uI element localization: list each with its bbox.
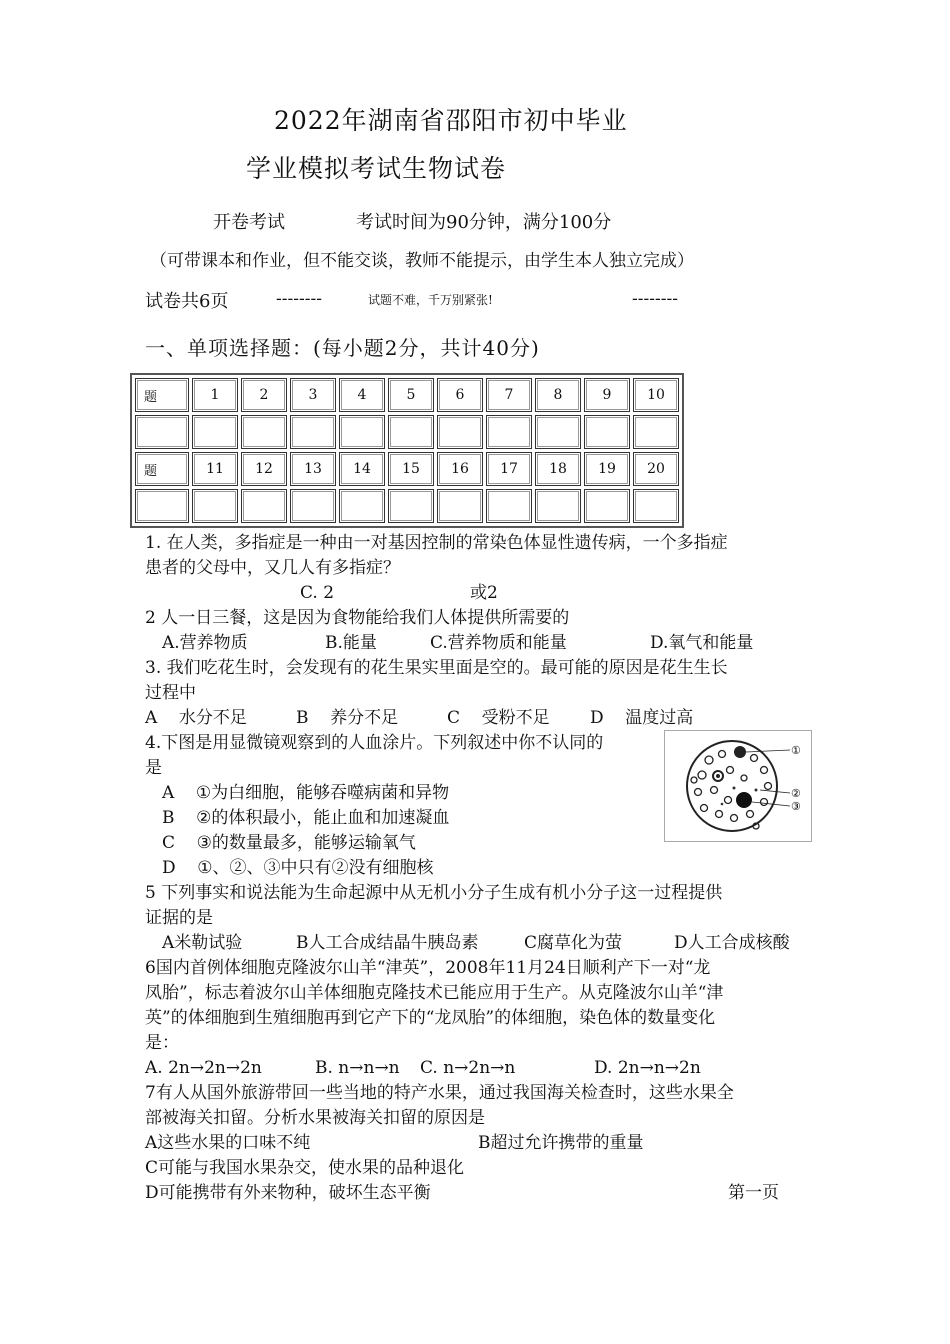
exam-title-line2: 学业模拟考试生物试卷 (246, 154, 507, 183)
exam-time: 考试时间为90分钟，满分100分 (356, 212, 612, 233)
question-number: 8 (535, 378, 581, 412)
q4-option-b: B ②的体积最小，能止血和加速凝血 (162, 808, 450, 828)
q3-option-d: D 温度过高 (590, 708, 694, 728)
answer-cell[interactable] (241, 489, 287, 523)
question-number: 17 (486, 452, 532, 486)
q2-option-b: B.能量 (325, 633, 377, 653)
table-row (135, 415, 679, 449)
q4-option-c: C ③的数量最多，能够运输氧气 (162, 833, 416, 853)
q4-line2: 是 (145, 758, 162, 778)
dash-right: -------- (632, 289, 678, 309)
q3-option-c: C 受粉不足 (447, 708, 550, 728)
label-3: ③ (791, 800, 801, 813)
answer-cell[interactable] (584, 489, 630, 523)
q2-option-a: A.营养物质 (162, 633, 248, 653)
answer-cell[interactable] (241, 415, 287, 449)
answer-cell-label (135, 415, 189, 449)
label-2: ② (791, 787, 801, 800)
blood-smear-icon (664, 730, 812, 842)
q6-option-b: B. n→n→n (315, 1058, 400, 1078)
page-number: 第一页 (728, 1183, 779, 1203)
q6-line4: 是： (145, 1033, 179, 1053)
answer-cell[interactable] (486, 489, 532, 523)
q4-option-a: A ①为白细胞，能够吞噬病菌和异物 (162, 783, 450, 803)
answer-cell[interactable] (535, 415, 581, 449)
table-row (135, 452, 679, 486)
q6-line3: 英”的体细胞到生殖细胞再到它产下的“龙凤胎”的体细胞，染色体的数量变化 (145, 1008, 716, 1028)
q2-option-d: D.氧气和能量 (650, 633, 754, 653)
row-label: 题 (135, 378, 189, 412)
q7-option-c: C可能与我国水果杂交，使水果的品种退化 (145, 1158, 465, 1178)
q7-option-a: A这些水果的口味不纯 (145, 1133, 311, 1153)
question-number: 5 (388, 378, 434, 412)
question-number: 11 (192, 452, 238, 486)
q5-line2: 证据的是 (145, 908, 213, 928)
answer-cell[interactable] (535, 489, 581, 523)
question-number: 20 (633, 452, 679, 486)
answer-cell[interactable] (192, 415, 238, 449)
question-number: 2 (241, 378, 287, 412)
q3-line1: 3. 我们吃花生时，会发现有的花生果实里面是空的。最可能的原因是花生生长 (145, 658, 728, 678)
q3-option-a: A 水分不足 (145, 708, 247, 728)
label-1: ① (791, 744, 801, 757)
table-row (135, 378, 679, 412)
exam-type: 开卷考试 (213, 212, 285, 233)
q5-option-c: C腐草化为萤 (524, 933, 623, 953)
q1-line1: 1. 在人类，多指症是一种由一对基因控制的常染色体显性遗传病，一个多指症 (145, 533, 728, 553)
question-number: 3 (290, 378, 336, 412)
q2-option-c: C.营养物质和能量 (430, 633, 567, 653)
section-heading: 一、单项选择题：(每小题2分，共计40分) (145, 336, 540, 360)
q1-option-c: C. 2 (300, 583, 335, 603)
q1-line2: 患者的父母中，又几人有多指症？ (145, 558, 400, 578)
q4-line1: 4.下图是用显微镜观察到的人血涂片。下列叙述中你不认同的 (145, 733, 604, 753)
q1-option-d: 或2 (470, 583, 498, 603)
q2-stem: 2 人一日三餐，这是因为食物能给我们人体提供所需要的 (145, 608, 570, 628)
table-row (135, 489, 679, 523)
q6-option-a: A. 2n→2n→2n (145, 1058, 262, 1078)
q7-option-d: D可能携带有外来物种，破坏生态平衡 (145, 1183, 431, 1203)
answer-cell[interactable] (486, 415, 532, 449)
exam-title-line1: 2022年湖南省邵阳市初中毕业 (274, 106, 628, 135)
question-number: 13 (290, 452, 336, 486)
q6-option-d: D. 2n→n→2n (594, 1058, 701, 1078)
q7-line2: 部被海关扣留。分析水果被海关扣留的原因是 (145, 1108, 485, 1128)
question-number: 4 (339, 378, 385, 412)
answer-cell[interactable] (192, 489, 238, 523)
answer-cell[interactable] (339, 415, 385, 449)
answer-cell[interactable] (437, 415, 483, 449)
row-label: 题 (135, 452, 189, 486)
question-number: 9 (584, 378, 630, 412)
q7-line1: 7有人从国外旅游带回一些当地的特产水果，通过我国海关检查时，这些水果全 (145, 1083, 734, 1103)
q5-option-a: A米勒试验 (162, 933, 243, 953)
question-number: 6 (437, 378, 483, 412)
q3-line2: 过程中 (145, 683, 196, 703)
answer-cell[interactable] (388, 415, 434, 449)
question-number: 16 (437, 452, 483, 486)
question-number: 15 (388, 452, 434, 486)
blood-smear-figure (664, 730, 812, 842)
exam-rules: （可带课本和作业，但不能交谈，教师不能提示，由学生本人独立完成） (150, 251, 694, 271)
question-number: 18 (535, 452, 581, 486)
q3-option-b: B 养分不足 (296, 708, 399, 728)
question-number: 19 (584, 452, 630, 486)
answer-cell[interactable] (584, 415, 630, 449)
answer-cell[interactable] (339, 489, 385, 523)
page-count: 试卷共6页 (145, 291, 229, 312)
answer-cell[interactable] (633, 489, 679, 523)
q6-line2: 凤胎”，标志着波尔山羊体细胞克隆技术已能应用于生产。从克隆波尔山羊“津 (145, 983, 724, 1003)
question-number: 10 (633, 378, 679, 412)
answer-cell[interactable] (633, 415, 679, 449)
answer-cell[interactable] (388, 489, 434, 523)
question-number: 12 (241, 452, 287, 486)
q6-line1: 6国内首例体细胞克隆波尔山羊“津英”，2008年11月24日顺利产下一对“龙 (145, 958, 711, 978)
question-number: 1 (192, 378, 238, 412)
dash-left: -------- (276, 289, 322, 309)
q5-option-b: B人工合成结晶牛胰岛素 (296, 933, 479, 953)
q6-option-c: C. n→2n→n (420, 1058, 516, 1078)
encourage-note: 试题不难，千万别紧张! (368, 293, 493, 307)
answer-table (130, 373, 684, 528)
answer-cell[interactable] (437, 489, 483, 523)
q5-line1: 5 下列事实和说法能为生命起源中从无机小分子生成有机小分子这一过程提供 (145, 883, 723, 903)
question-number: 14 (339, 452, 385, 486)
answer-cell[interactable] (290, 489, 336, 523)
answer-cell-label (135, 489, 189, 523)
question-number: 7 (486, 378, 532, 412)
answer-cell[interactable] (290, 415, 336, 449)
q5-option-d: D人工合成核酸 (674, 933, 790, 953)
q7-option-b: B超过允许携带的重量 (478, 1133, 644, 1153)
q4-option-d: D ①、②、③中只有②没有细胞核 (162, 858, 434, 878)
